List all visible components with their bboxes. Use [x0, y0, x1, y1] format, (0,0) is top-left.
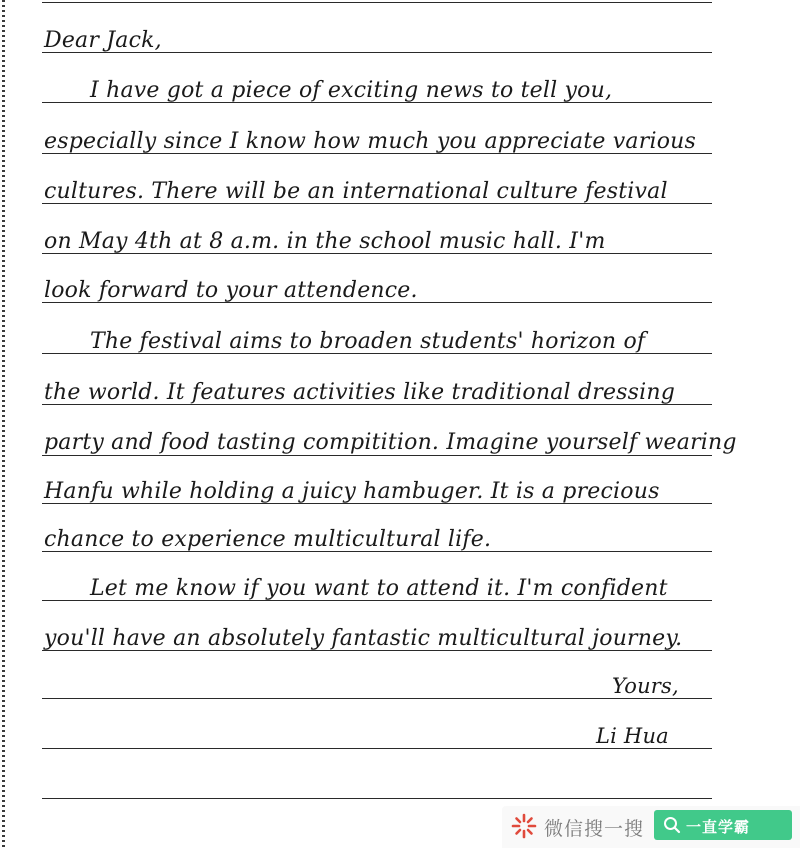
letter-signature: Li Hua: [596, 724, 669, 748]
letter-line: the world. It features activities like traditional dressing: [44, 380, 676, 405]
ruled-line: [42, 2, 712, 3]
letter-line: especially since I know how much you appreciate various: [44, 129, 696, 154]
letter-line: you'll have an absolutely fantastic multicultural journey.: [44, 626, 683, 651]
letter-line: Hanfu while holding a juicy hambuger. It is a precious: [44, 479, 660, 504]
letter-line: cultures. There will be an international culture festival: [44, 179, 668, 204]
letter-line: chance to experience multicultural life.: [44, 527, 492, 552]
letter-closing: Yours,: [612, 674, 679, 698]
watermark-button-label: 一直学霸: [686, 818, 751, 836]
ruled-line: [42, 748, 712, 749]
search-icon: [662, 815, 682, 835]
margin-dotted-line: [2, 0, 5, 848]
letter-line: party and food tasting compitition. Imagine yourself wearing: [44, 430, 737, 455]
letter-line: I have got a piece of exciting news to tell you,: [90, 78, 613, 103]
ruled-line: [42, 698, 712, 699]
letter-line: look forward to your attendence.: [44, 278, 418, 303]
letter-line: on May 4th at 8 a.m. in the school music hall. I'm: [44, 229, 606, 254]
ruled-line: [42, 798, 712, 799]
letter-salutation: Dear Jack,: [44, 28, 162, 53]
watermark-app-name: 微信搜一搜: [544, 818, 645, 840]
wechat-search-watermark: [502, 806, 800, 848]
ruled-line: [42, 455, 712, 456]
wechat-search-logo-icon: [510, 812, 538, 840]
letter-line: The festival aims to broaden students' horizon of: [90, 329, 646, 354]
watermark-search-button[interactable]: [654, 810, 792, 840]
letter-line: Let me know if you want to attend it. I'm confident: [90, 576, 668, 601]
